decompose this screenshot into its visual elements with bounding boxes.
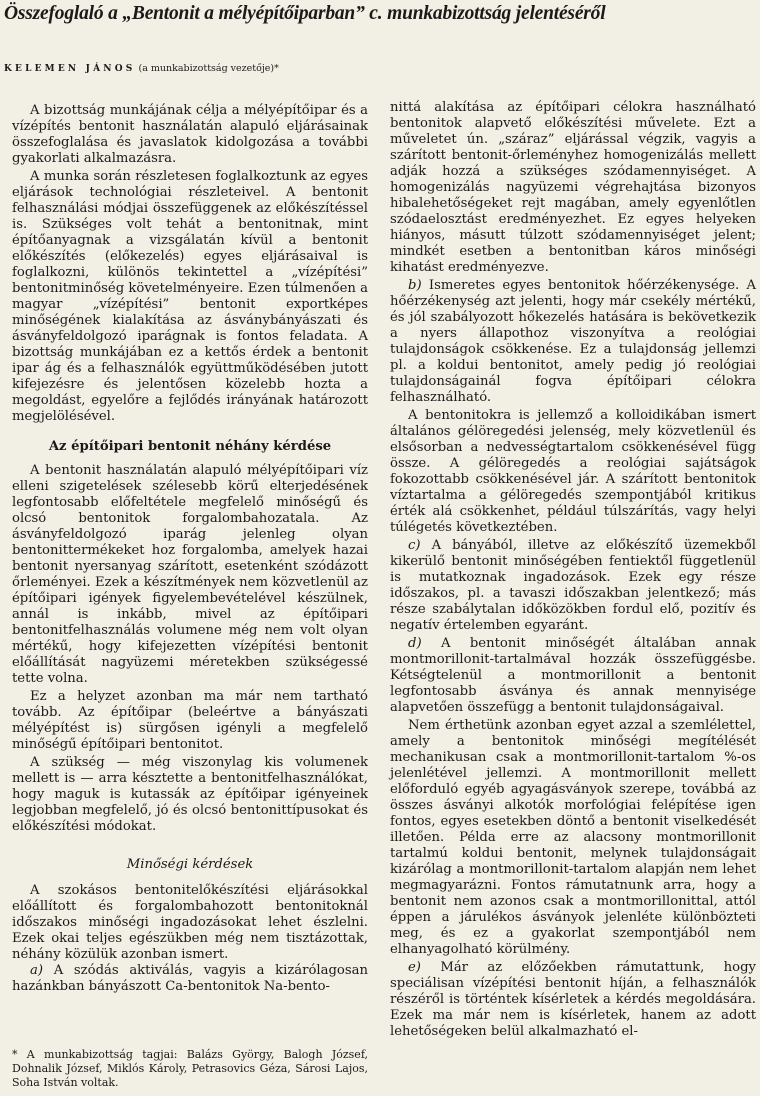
subsection-heading: Minőségi kérdések: [126, 857, 254, 872]
list-paragraph: [12, 963, 368, 995]
paragraph-text: A bentonit minőségét általában annak montmorillonit-tartalmával hozzák összefüggésbe. Kétségtelenül a montmorillonit a bentonit legfontosabb ásványa és annak mennyisége alapvetően összefügg a bentonit tulajdonságaival.: [390, 636, 756, 715]
paragraph: Ez a helyzet azonban ma már nem tartható tovább. Az építőipar (beleértve a bányászati mélyépítést is) sürgősen igényli a megfelelő minőségű építőipari bentonitot.: [12, 689, 368, 752]
footnote: * A munkabizottság tagjai: Balázs György, Balogh József, Dohnalik József, Miklós Károly, Petrasovics Géza, Sárosi Lajos, Soha István voltak.: [12, 1048, 368, 1089]
list-label: d): [408, 636, 422, 651]
left-column: [12, 103, 368, 995]
paragraph: A szükség — még viszonylag kis volumenek mellett is — arra késztette a bentonitfelhasználókat, hogy maguk is kutassák az építőipar igényeinek legjobban megfelelő, jó és olcsó bentonittípusokat és előkészítési módokat.: [12, 755, 368, 834]
paragraph: A bentonitokra is jellemző a kolloidikában ismert általános gélöregedési jelenség, mely közvetlenül és elsősorban a nedvességtartalom csökkenésével függ össze. A gélöregedés a reológiai sajátságok fokozottabb csökkenésével jár. A szárított bentonitok víztartalma a gélöregedés szempontjából kritikus érték alá csökkenhet, például túlszárítás, vagy helyi túlégetés következtében.: [390, 408, 756, 535]
list-paragraph: [390, 538, 756, 634]
list-label: e): [408, 960, 421, 975]
paragraph: A bentonit használatán alapuló mélyépítőipari víz elleni szigetelések szélesebb körű elterjedésének legfontosabb előfeltétele megfelelő minőségű és olcsó bentonitok forgalombahozatala. Az ásványfeldolgozó iparág jelenleg olyan bentonittermékeket hoz forgalomba, amelyek hazai bentonit nyersanyag szárított, esetenként szódázott őrleményei. Ezek a készítmények nem közvetlenül az építőipari igények figyelembevételével készülnek, annál is inkább, mivel az építőipari bentonitfelhasználás volumene még nem volt olyan mértékű, hogy kifejezetten vízépítési bentonit előállítását nagyüzemi méretekben szükségessé tette volna.: [12, 463, 368, 686]
paragraph: A szokásos bentonitelőkészítési eljárásokkal előállított és forgalombahozott bentonitoknál időszakos minőségi ingadozásokat lehet észlelni. Ezek okai teljes egészükben még nem tisztázottak, néhány közülük azonban ismert.: [12, 883, 368, 962]
list-label: c): [408, 538, 421, 553]
author-role: (a munkabizottság vezetője)*: [138, 63, 279, 74]
paragraph: A bizottság munkájának célja a mélyépítőipar és a vízépítés bentonit használatán alapuló eljárásainak összefoglalása és javaslatok kidolgozása a további gyakorlati alkalmazásra.: [12, 103, 368, 166]
list-paragraph: [390, 636, 756, 716]
paragraph: Nem érthetünk azonban egyet azzal a szemlélettel, amely a bentonitok minőségi megítélését mechanikusan csak a montmorillonit-tartalom %-os jelenlétével jellemzi. A montmorillonit mellett előforduló egyéb agyagásványok szerepe, továbbá az összes ásványi alkotók morfológiai felépítése igen fontos, egyes esetekben döntő a bentonit viselkedését illetően. Példa erre az alacsony montmorillonit tartalmú koldui bentonit, melynek tulajdonságait kizárólag a montmorillonit-tartalom alapján nem lehet megmagyarázni. Fontos rámutatnunk arra, hogy a bentonit nem azonos csak a montmorillonittal, attól éppen a járulékos ásványok jelenléte különbözteti meg, és ez a gyakorlat szempontjából nem elhanyagolható körülmény.: [390, 718, 756, 957]
paragraph-text: Már az előzőekben rámutattunk, hogy speciálisan vízépítési bentonit híján, a felhasználók részéről is történtek kísérletek a kérdés megoldására. Ezek ma már nem is kísérletek, hanem az adott lehetőségeken belül alkalmazható el-: [390, 960, 756, 1039]
author-name: KELEMEN JÁNOS: [4, 64, 136, 74]
list-label: a): [30, 963, 44, 978]
paragraph-text: A bányából, illetve az előkészítő üzemekből kikerülő bentonit minőségében fentiektől függetlenül is mutatkoznak ingadozások. Ezek egy része időszakos, pl. a tavaszi időszakban jelentkező; más része szabálytalan időközökben fordul elő, pozitív és negatív értelemben egyaránt.: [390, 538, 756, 633]
author-line: [4, 63, 756, 75]
paragraph: nittá alakítása az építőipari célokra használható bentonitok alapvető előkészítési művelete. Ezt a műveletet ún. „száraz” eljárással végzik, vagyis a szárított bentonit-őrleményhez homogenizálás mellett adják hozzá a szükséges szódamennyiséget. A homogenizálás nagyüzemi végrehajtása bizonyos hibalehetőségeket rejt magában, amely egyenlőtlen szódaelosztást eredményezhet. Ez egyes helyeken hiányos, másutt túlzott szódamennyiséget jelent; mindkét esetben a bentonitban káros minőségi kihatást eredményezve.: [390, 100, 756, 275]
section-heading: Az építőipari bentonit néhány kérdése: [48, 439, 332, 454]
article-title: Összefoglaló a „Bentonit a mélyépítőiparban” c. munkabizottság jelentéséről: [4, 3, 606, 24]
paragraph-text: Ismeretes egyes bentonitok hőérzékenysége. A hőérzékenység azt jelenti, hogy már csekély mértékű, és jól szabályozott hőkezelés hatására is bekövetkezik a nyers állapothoz viszonyítva a reológiai tulajdonságok csökkenése. Ez a tulajdonság jellemzi pl. a koldui bentonitot, amely pedig jó reológiai tulajdonságainál fogva építőipari célokra felhasználható.: [390, 278, 756, 405]
paragraph-text: A szódás aktiválás, vagyis a kizárólagosan hazánkban bányászott Ca-bentonitok Na-bento-: [12, 963, 368, 994]
right-column: [390, 100, 756, 1040]
list-label: b): [408, 278, 422, 293]
paragraph: A munka során részletesen foglalkoztunk az egyes eljárások technológiai részleteivel. A bentonit felhasználási módjai összefüggenek az előkészítéssel is. Szükséges volt tehát a bentonitnak, mint építőanyagnak a vizsgálatán kívül a bentonit előkészítés (előkezelés) egyes eljárásaival is foglalkozni, különös tekintettel a „vízépítési” bentonitminőség követelményeire. Ezen túlmenően a magyar „vízépítési” bentonit exportképes minőségének kialakítása az ásványbányászati és ásványfeldolgozó iparágnak is fontos feladata. A bizottság munkájában ez a kettős érdek a bentonit ipar ág és a felhasználók együttműködésében jutott kifejezésre és jelentősen közelebb hozta a megoldást, egyelőre a fejlődés irányának határozott megjelölésével.: [12, 169, 368, 424]
list-paragraph: [390, 278, 756, 406]
list-paragraph: [390, 960, 756, 1040]
